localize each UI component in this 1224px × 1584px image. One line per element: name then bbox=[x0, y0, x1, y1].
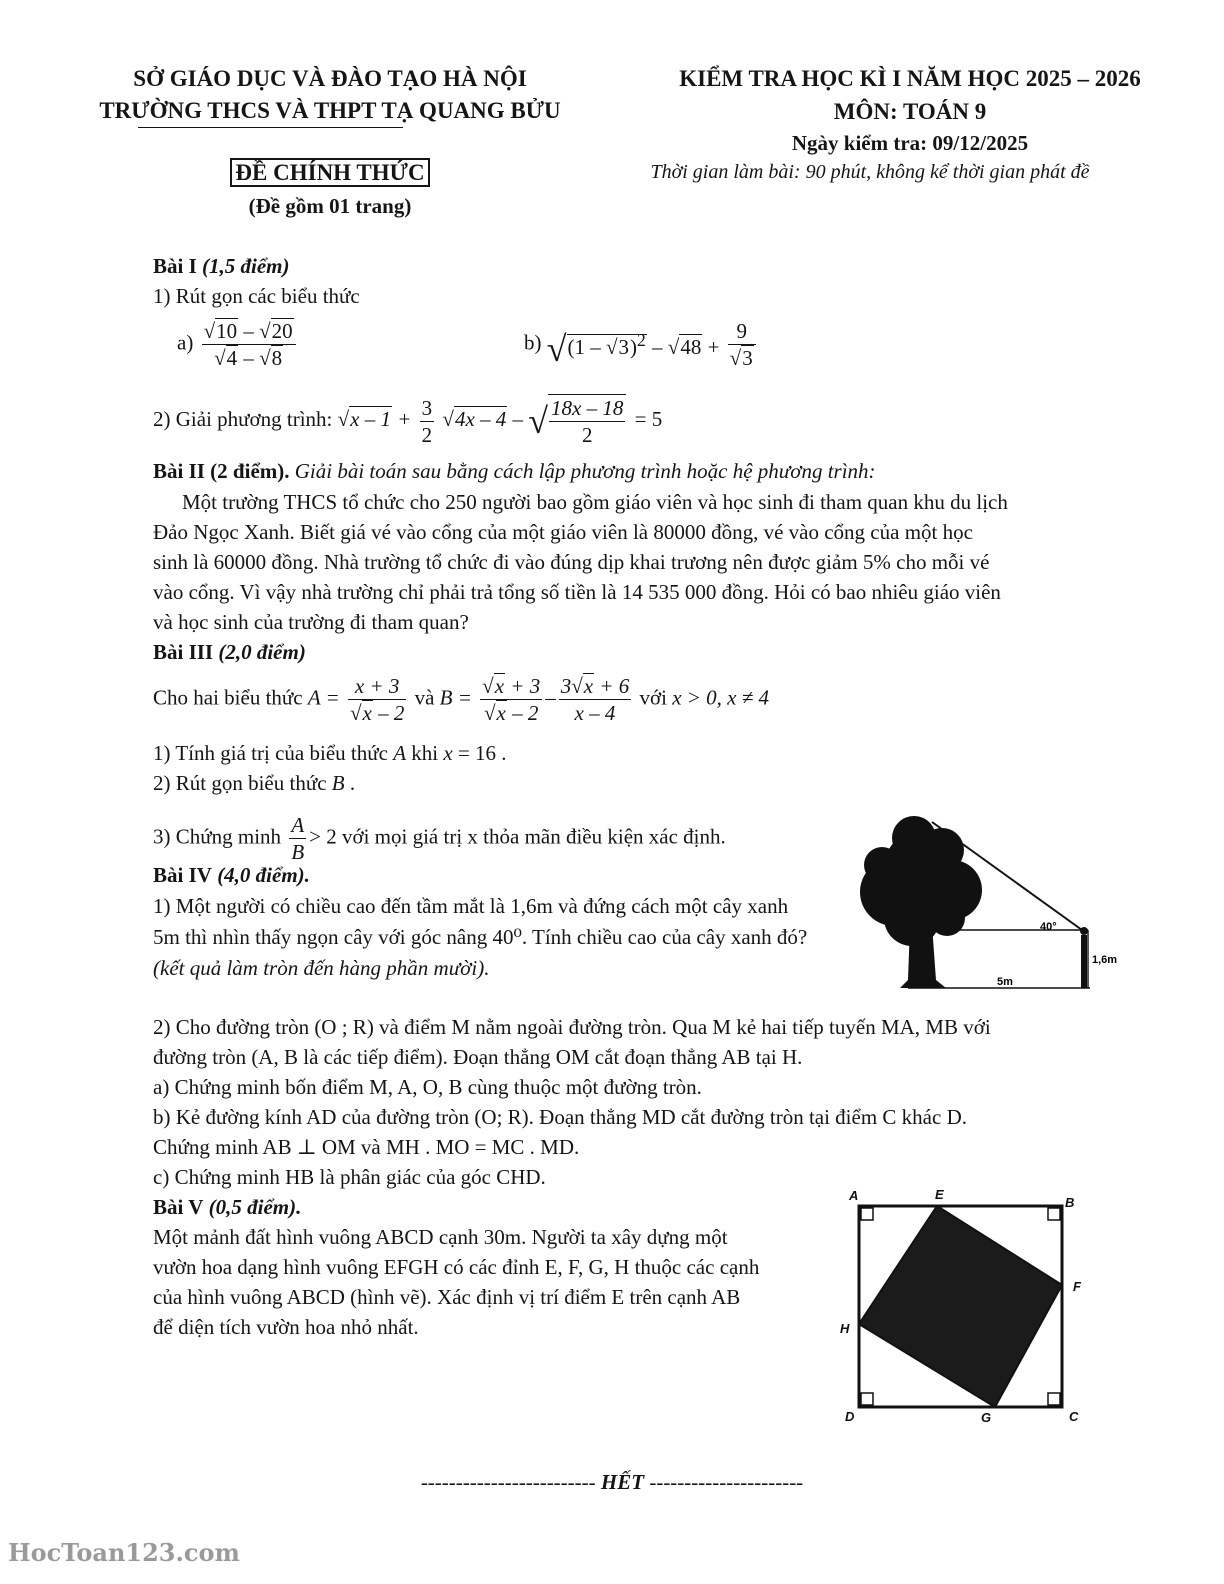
watermark: HocToan123.com bbox=[8, 1538, 240, 1567]
exam-title: KIỂM TRA HỌC KÌ I NĂM HỌC 2025 – 2026 bbox=[679, 66, 1141, 91]
bai1-q1: 1) Rút gọn các biểu thức bbox=[153, 284, 360, 308]
bai4-points: (4,0 điểm). bbox=[217, 863, 310, 887]
bai5-heading bbox=[153, 1192, 301, 1222]
cond-prefix: với bbox=[639, 685, 667, 710]
frac-3-2: $\frac{3}{2}$ bbox=[421, 395, 433, 447]
bai1-expr-a bbox=[177, 318, 299, 371]
bai4-title: Bài IV bbox=[153, 863, 212, 887]
bai4-p2-line: 2) Cho đường tròn (O ; R) và điểm M nằm ngoài đường tròn. Qua M kẻ hai tiếp tuyến MA, MB với bbox=[153, 1015, 991, 1039]
bai5-line: Một mảnh đất hình vuông ABCD cạnh 30m. Người ta xây dựng một bbox=[153, 1225, 728, 1249]
bai3-q3-tail: với mọi giá trị x thỏa mãn điều kiện xác định. bbox=[341, 824, 726, 849]
bai4-p2-line: đường tròn (A, B là các tiếp điểm). Đoạn thẳng OM cắt đoạn thẳng AB tại H. bbox=[153, 1045, 803, 1069]
expr-B2: $\frac{3√x + 6}{x - 4}$ bbox=[560, 674, 630, 725]
bai3-q1-when: khi bbox=[411, 741, 439, 765]
bai5-line: để diện tích vườn hoa nhỏ nhất. bbox=[153, 1315, 419, 1339]
tree-icon bbox=[860, 816, 982, 988]
bai4-heading bbox=[153, 860, 310, 890]
bai5-line: của hình vuông ABCD (hình vẽ). Xác định vị trí điểm E trên cạnh AB bbox=[153, 1285, 741, 1309]
bai5-points: (0,5 điểm). bbox=[208, 1195, 302, 1219]
bai1-heading bbox=[153, 251, 290, 281]
official-badge: ĐỀ CHÍNH THỨC bbox=[230, 158, 429, 187]
label-G: G bbox=[981, 1410, 992, 1425]
label-a: a) bbox=[177, 330, 194, 355]
frac-A-B: $\frac{A}{B}$ bbox=[291, 813, 305, 864]
school-name: TRƯỜNG THCS VÀ THPT TẠ QUANG BỬU bbox=[99, 98, 561, 123]
bai2-heading bbox=[153, 456, 876, 486]
angle-label: 40° bbox=[1040, 921, 1057, 933]
bai4-p2-line: a) Chứng minh bốn điểm M, A, O, B cùng thuộc một đường tròn. bbox=[153, 1075, 702, 1099]
square-figure bbox=[835, 1185, 1095, 1425]
label-b: b) bbox=[524, 330, 542, 355]
bai5-line: vườn hoa dạng hình vuông EFGH có các đỉnh E, F, G, H thuộc các cạnh bbox=[153, 1255, 760, 1279]
bai4-p1-line: 5m thì nhìn thấy ngọn cây với góc nâng 40⁰. Tính chiều cao của cây xanh đó? bbox=[153, 925, 808, 949]
dashes-right: ---------------------- bbox=[649, 1470, 804, 1494]
exam-date: Ngày kiểm tra: 09/12/2025 bbox=[791, 131, 1029, 155]
expr-A: $\frac{x + 3}{√x - 2}$ bbox=[349, 674, 405, 725]
bai3-q3: 3) Chứng minh $\frac{A}{B}$ > 2 với mọi giá trị x thỏa mãn điều kiện xác định. bbox=[153, 813, 726, 864]
frac-18x: $\frac{18x - 18}{2}$ bbox=[548, 394, 626, 448]
tree-figure bbox=[852, 810, 1127, 995]
height-label: 1,6m bbox=[1092, 954, 1118, 966]
header-underline bbox=[138, 127, 403, 128]
page-count: (Đề gồm 01 trang) bbox=[248, 194, 412, 218]
bai3-q1-text: 1) Tính giá trị của biểu thức bbox=[153, 741, 388, 765]
label-D: D bbox=[845, 1409, 855, 1424]
bai3-points: (2,0 điểm) bbox=[218, 640, 306, 664]
expr-a-fraction: $\frac{√10 - √20}{√4 - √8}$ bbox=[202, 318, 296, 371]
bai2-instruction: Giải bài toán sau bằng cách lập phương trình hoặc hệ phương trình: bbox=[294, 459, 876, 483]
square-efgh bbox=[859, 1206, 1062, 1407]
bai3-expressions: Cho hai biểu thức A = $\frac{x + 3}{√x - 2}$ và B = $\frac{√x + 3}{√x - 2}$ – $\frac{3√x + 6}{x - 4}$ với x > 0, x ≠ 4 bbox=[153, 674, 770, 725]
bai4-p2-line: Chứng minh AB ⊥ OM và MH . MO = MC . MD. bbox=[153, 1135, 580, 1159]
end-marker bbox=[0, 1467, 1224, 1497]
bai3-title: Bài III bbox=[153, 640, 214, 664]
label-C: C bbox=[1069, 1409, 1079, 1424]
label-B: B bbox=[1065, 1195, 1075, 1210]
dashes-left: ------------------------- bbox=[420, 1470, 596, 1494]
official-badge-wrap bbox=[80, 160, 580, 186]
department-name: SỞ GIÁO DỤC VÀ ĐÀO TẠO HÀ NỘI bbox=[133, 66, 527, 91]
bai2-line: và học sinh của trường đi tham quan? bbox=[153, 610, 469, 634]
bai3-q1: 1) Tính giá trị của biểu thức A khi x = 16 . bbox=[153, 741, 507, 765]
expr-b-fraction: $\frac{9}{√3}$ bbox=[728, 318, 756, 371]
bai2-line: vào cổng. Vì vậy nhà trường chỉ phải trả tổng số tiền là 14 535 000 đồng. Hỏi có bao nhiêu giáo viên bbox=[153, 580, 1001, 604]
bai4-p2-line: b) Kẻ đường kính AD của đường tròn (O; R). Đoạn thẳng MD cắt đường tròn tại điểm C khác D. bbox=[153, 1105, 967, 1129]
bai2-line: Đảo Ngọc Xanh. Biết giá vé vào cổng của một giáo viên là 80000 đồng, vé vào cổng của một học bbox=[153, 520, 973, 544]
expr-b-body: √(1 – √3)$^2$ – √48 + bbox=[546, 329, 720, 370]
time-limit: Thời gian làm bài: 90 phút, không kể thời gian phát đề bbox=[650, 161, 1090, 183]
bai1-expr-b bbox=[524, 318, 759, 371]
bai5-title: Bài V bbox=[153, 1195, 204, 1219]
bai2-line: Một trường THCS tổ chức cho 250 người bao gồm giáo viên và học sinh đi tham quan khu du lịch bbox=[182, 490, 1008, 514]
bai3-q2-text: 2) Rút gọn biểu thức bbox=[153, 771, 327, 795]
bai3-q2: 2) Rút gọn biểu thức B . bbox=[153, 771, 356, 795]
label-A: A bbox=[849, 1188, 859, 1203]
bai4-p2-line: c) Chứng minh HB là phân giác của góc CHD. bbox=[153, 1165, 546, 1189]
expr-B1: $\frac{√x + 3}{√x - 2}$ bbox=[482, 674, 541, 725]
label-F: F bbox=[1073, 1279, 1081, 1294]
bai3-intro: Cho hai biểu thức bbox=[153, 685, 303, 710]
bai4-p1-note: (kết quả làm tròn đến hàng phần mười). bbox=[153, 956, 490, 980]
bai4-p1-line: 1) Một người có chiều cao đến tầm mắt là 1,6m và đứng cách một cây xanh bbox=[153, 894, 789, 918]
bai1-title: Bài I bbox=[153, 254, 197, 278]
q2-label: 2) Giải phương trình: bbox=[153, 406, 333, 431]
bai2-title: Bài II (2 điểm). bbox=[153, 459, 290, 483]
label-H: H bbox=[840, 1321, 850, 1336]
person-icon bbox=[1080, 927, 1088, 988]
distance-label: 5m bbox=[997, 976, 1013, 988]
bai1-q2: 2) Giải phương trình: √x – 1 + $\frac{3}{2}$ √4x – 4 – √ $\frac{18x - 18}{2}$ = 5 bbox=[153, 395, 663, 447]
subject: MÔN: TOÁN 9 bbox=[833, 99, 987, 124]
bai3-heading bbox=[153, 637, 306, 667]
bai2-line: sinh là 60000 đồng. Nhà trường tổ chức đi vào đúng dịp khai trương nên được giảm 5% cho mỗi vé bbox=[153, 550, 990, 574]
bai3-and: và bbox=[414, 685, 435, 710]
bai1-points: (1,5 điểm) bbox=[202, 254, 290, 278]
label-E: E bbox=[935, 1187, 944, 1202]
end-text: HẾT bbox=[600, 1470, 645, 1494]
bai3-q3-text: 3) Chứng minh bbox=[153, 824, 282, 849]
